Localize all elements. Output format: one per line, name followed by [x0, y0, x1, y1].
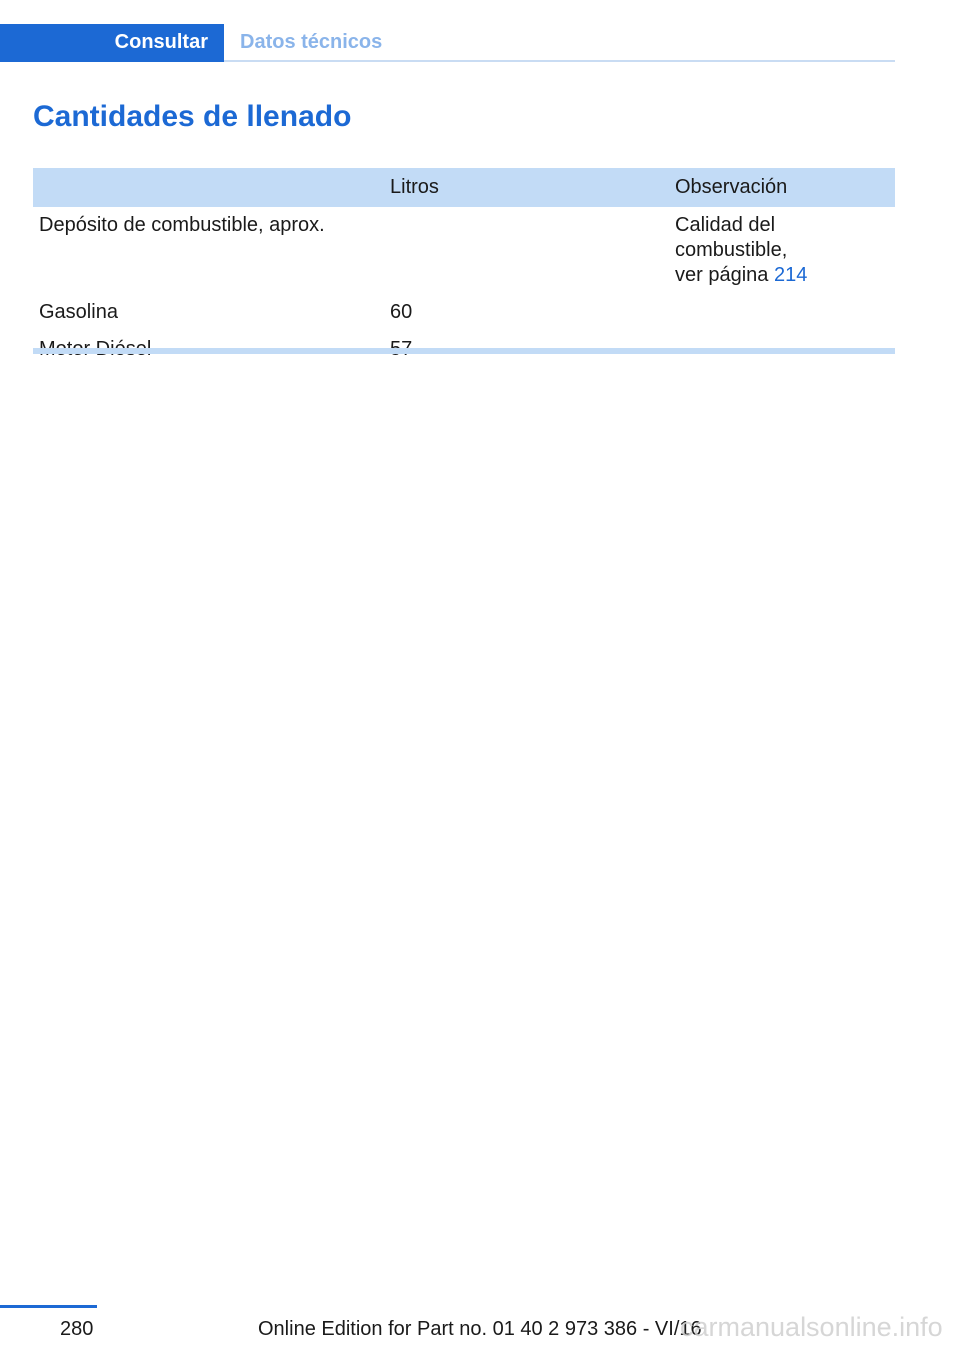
- tab-underline-active: [0, 60, 224, 62]
- footer-accent-line: [0, 1305, 97, 1308]
- section-title: Cantidades de llenado: [33, 100, 352, 133]
- tab-consultar[interactable]: Consultar: [0, 24, 224, 60]
- cell-litros: 60: [390, 301, 413, 323]
- cell-item: Gasolina: [39, 301, 118, 323]
- column-header-item: [33, 168, 384, 207]
- header-tabs: [0, 24, 895, 62]
- table-header-row: [33, 168, 895, 207]
- obs-text: Calidad del combustible,: [675, 214, 788, 261]
- fill-quantities-table: [33, 168, 895, 368]
- edition-note: Online Edition for Part no. 01 40 2 973 386 - VI/16: [258, 1318, 702, 1340]
- obs-text-prefix: ver página: [675, 264, 769, 286]
- tab-datos-tecnicos[interactable]: Datos técnicos: [240, 30, 383, 53]
- table-row: [33, 294, 895, 331]
- table-row: [33, 207, 895, 294]
- tab-underline: [224, 60, 895, 62]
- cell-item: Depósito de combustible, aprox.: [39, 214, 325, 236]
- page-reference-link[interactable]: 214: [773, 264, 808, 286]
- watermark: carmanualsonline.info: [680, 1312, 943, 1342]
- cell-observacion: [669, 207, 895, 294]
- table-bottom-rule: [33, 348, 895, 354]
- cell-litros: [384, 207, 669, 294]
- column-header-observacion: Observación: [675, 176, 788, 198]
- cell-observacion: [669, 294, 895, 331]
- page-number: 280: [60, 1318, 94, 1340]
- column-header-litros: Litros: [390, 176, 439, 198]
